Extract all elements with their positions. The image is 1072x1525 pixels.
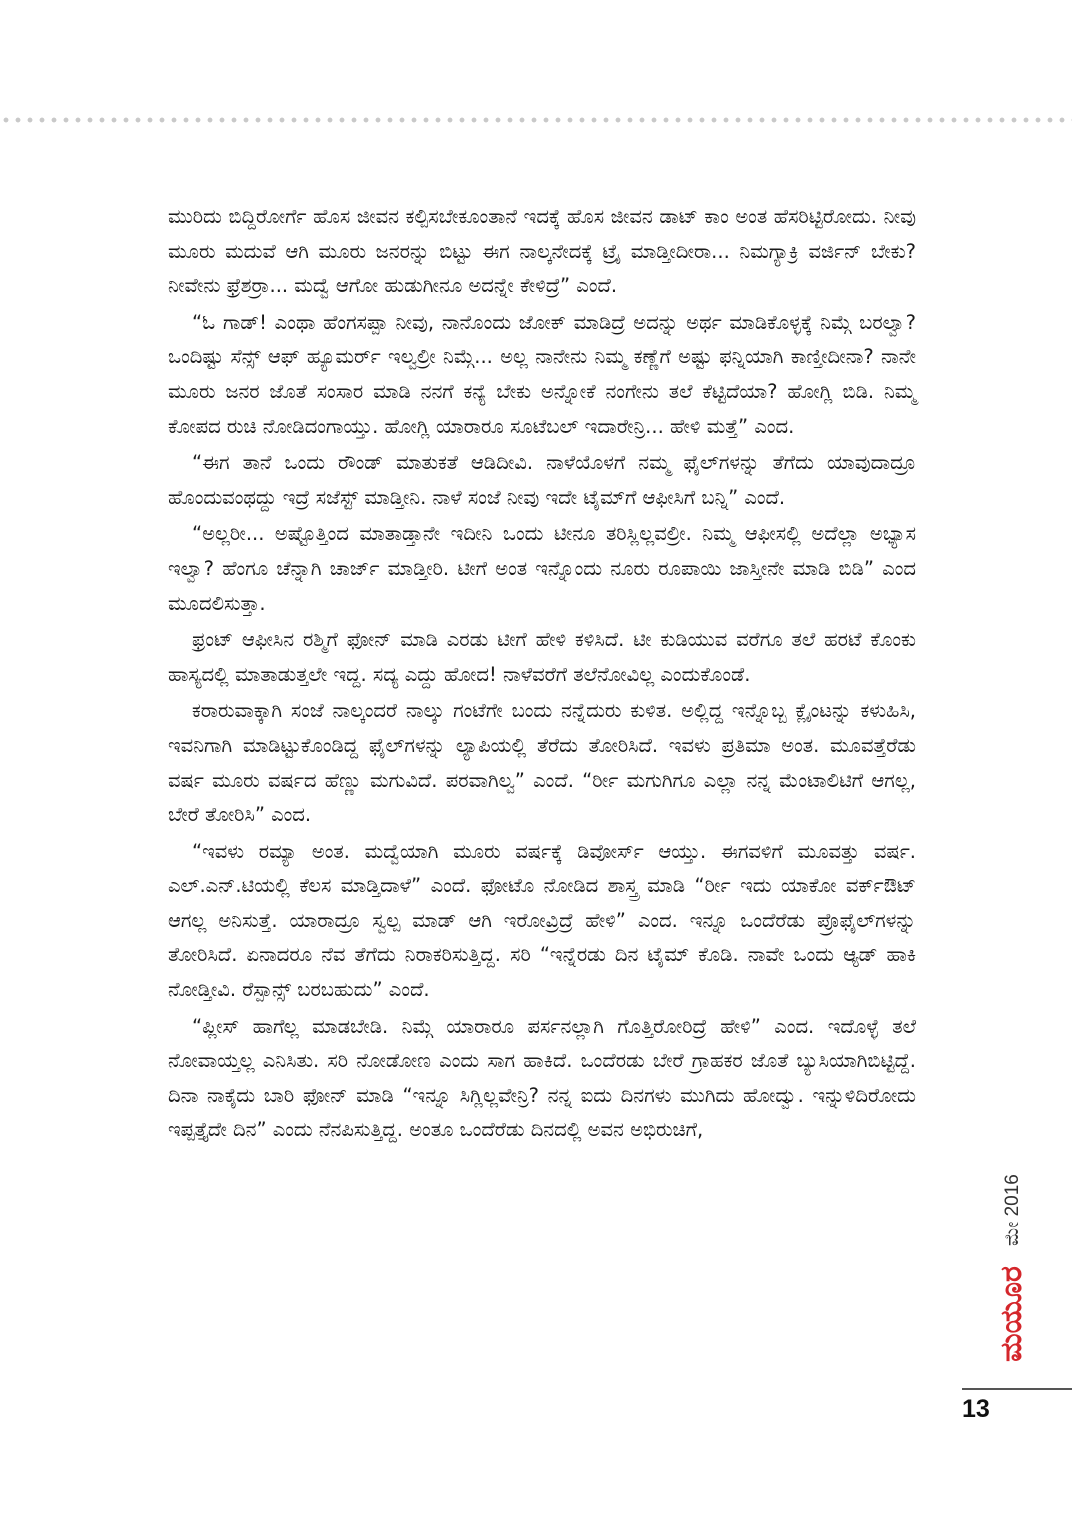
paragraph: “ಅಲ್ಲರೀ... ಅಷ್ಟೊತ್ತಿಂದ ಮಾತಾಡ್ತಾನೇ ಇದೀನಿ ಒಂದು ಟೀನೂ ತರಿಸ್ಲಿಲ್ಲವಲ್ರೀ. ನಿಮ್ಮ ಆಫೀಸಲ್ಲಿ ಅದೆಲ್ಲಾ ಅಭ್ಯಾಸ ಇಲ್ವಾ? ಹೆಂಗೂ ಚೆನ್ನಾಗಿ ಚಾರ್ಜ್ ಮಾಡ್ತೀರಿ. ಟೀಗೆ ಅಂತ ಇನ್ನೊಂದು ನೂರು ರೂಪಾಯಿ ಜಾಸ್ತೀನೇ ಮಾಡಿ ಬಿಡಿ” ಎಂದ ಮೂದಲಿಸುತ್ತಾ. xyxy=(168,522,916,615)
page-number-rule xyxy=(962,1388,1072,1390)
issue-date xyxy=(1000,1130,1026,1246)
paragraph: ಫ್ರಂಟ್ ಆಫೀಸಿನ ರಶ್ಮಿಗೆ ಫೋನ್ ಮಾಡಿ ಎರಡು ಟೀಗೆ ಹೇಳಿ ಕಳಿಸಿದೆ. ಟೀ ಕುಡಿಯುವ ವರೆಗೂ ತಲೆ ಹರಟೆ ಕೊಂಕು ಹಾಸ್ಯದಲ್ಲಿ ಮಾತಾಡುತ್ತಲೇ ಇದ್ದ. ಸದ್ಯ ಎದ್ದು ಹೋದ! ನಾಳೆವರೆಗೆ ತಲೆನೋವಿಲ್ಲ ಎಂದುಕೊಂಡೆ. xyxy=(168,628,916,686)
magazine-logo-text: ಮಯೂರ xyxy=(994,1266,1029,1362)
article-body xyxy=(168,200,916,1150)
top-dotted-border xyxy=(0,116,1072,124)
paragraph: ಕರಾರುವಾಕ್ಕಾಗಿ ಸಂಜೆ ನಾಲ್ಕಂದರೆ ನಾಲ್ಕು ಗಂಟೆಗೇ ಬಂದು ನನ್ನೆದುರು ಕುಳಿತ. ಅಲ್ಲಿದ್ದ ಇನ್ನೊಬ್ಬ ಕ್ಲೈಂಟನ್ನು ಕಳುಹಿಸಿ, ಇವನಿಗಾಗಿ ಮಾಡಿಟ್ಟುಕೊಂಡಿದ್ದ ಫೈಲ್‌ಗಳನ್ನು ಲ್ಯಾಪಿಯಲ್ಲಿ ತೆರೆದು ತೋರಿಸಿದೆ. ಇವಳು ಪ್ರತಿಮಾ ಅಂತ. ಮೂವತ್ತೆರೆಡು ವರ್ಷ ಮೂರು ವರ್ಷದ ಹೆಣ್ಣು ಮಗುವಿದೆ. ಪರವಾಗಿಲ್ವ” ಎಂದೆ. “ರ್ರೀ ಮಗುಗಿಗೂ ಎಲ್ಲಾ ನನ್ನ ಮೆಂಟಾಲಿಟಿಗೆ ಆಗಲ್ಲ, ಬೇರೆ ತೋರಿಸಿ” ಎಂದ. xyxy=(168,699,916,827)
paragraph: “ಪ್ಲೀಸ್ ಹಾಗೆಲ್ಲ ಮಾಡಬೇಡಿ. ನಿಮ್ಗೆ ಯಾರಾರೂ ಪರ್ಸನಲ್ಲಾಗಿ ಗೊತ್ತಿರೋರಿದ್ರೆ ಹೇಳಿ” ಎಂದ. ಇದೊಳ್ಳೆ ತಲೆ ನೋವಾಯ್ತಲ್ಲ ಎನಿಸಿತು. ಸರಿ ನೋಡೋಣ ಎಂದು ಸಾಗ ಹಾಕಿದೆ. ಒಂದೆರಡು ಬೇರೆ ಗ್ರಾಹಕರ ಜೊತೆ ಬ್ಯುಸಿಯಾಗಿಬಿಟ್ಟಿದ್ದೆ. ದಿನಾ ನಾಕೈದು ಬಾರಿ ಫೋನ್ ಮಾಡಿ “ಇನ್ನೂ ಸಿಗ್ಲಿಲ್ಲವೇನ್ರಿ? ನನ್ನ ಐದು ದಿನಗಳು ಮುಗಿದು ಹೋದ್ವು. ಇನ್ನುಳಿದಿರೋದು ಇಪ್ಪತ್ತೈದೇ ದಿನ” ಎಂದು ನೆನಪಿಸುತ್ತಿದ್ದ. ಅಂತೂ ಒಂದೆರೆಡು ದಿನದಲ್ಲಿ ಅವನ ಅಭಿರುಚಿಗೆ, xyxy=(168,1014,916,1142)
page-number: 13 xyxy=(962,1395,990,1423)
paragraph: “ಇವಳು ರಮ್ಯಾ ಅಂತ. ಮದ್ವೆಯಾಗಿ ಮೂರು ವರ್ಷಕ್ಕೆ ಡಿವೋರ್ಸ್ ಆಯ್ತು. ಈಗವಳಿಗೆ ಮೂವತ್ತು ವರ್ಷ. ಎಲ್.ಎನ್.ಟಿಯಲ್ಲಿ ಕೆಲಸ ಮಾಡ್ತಿದಾಳೆ” ಎಂದೆ. ಫೋಟೊ ನೋಡಿದ ಶಾಸ್ತ್ರ ಮಾಡಿ “ರ್ರೀ ಇದು ಯಾಕೋ ವರ್ಕ್‌ಔಟ್ ಆಗಲ್ಲ ಅನಿಸುತ್ತೆ. ಯಾರಾದ್ರೂ ಸ್ವಲ್ಪ ಮಾಡ್ ಆಗಿ ಇರೋವ್ರಿದ್ರೆ ಹೇಳಿ” ಎಂದ. ಇನ್ನೂ ಒಂದೆರೆಡು ಪ್ರೊಫೈಲ್‌ಗಳನ್ನು ತೋರಿಸಿದೆ. ಏನಾದರೂ ನೆವ ತೆಗೆದು ನಿರಾಕರಿಸುತ್ತಿದ್ದ. ಸರಿ “ಇನ್ನೆರಡು ದಿನ ಟೈಮ್ ಕೊಡಿ. ನಾವೇ ಒಂದು ಆ್ಯಡ್ ಹಾಕಿ ನೋಡ್ತೀವಿ. ರೆಸ್ಪಾನ್ಸ್ ಬರಬಹುದು” ಎಂದೆ. xyxy=(168,839,916,1002)
side-label xyxy=(944,1130,1028,1380)
paragraph: “ಈಗ ತಾನೆ ಒಂದು ರೌಂಡ್ ಮಾತುಕತೆ ಆಡಿದೀವಿ. ನಾಳೆಯೊಳಗೆ ನಮ್ಮ ಫೈಲ್‌ಗಳನ್ನು ತೆಗೆದು ಯಾವುದಾದ್ರೂ ಹೊಂದುವಂಥದ್ದು ಇದ್ರೆ ಸಜೆಸ್ಟ್ ಮಾಡ್ತೀನಿ. ನಾಳೆ ಸಂಜೆ ನೀವು ಇದೇ ಟೈಮ್‌ಗೆ ಆಫೀಸಿಗೆ ಬನ್ನಿ” ಎಂದೆ. xyxy=(168,451,916,509)
paragraph: “ಓ ಗಾಡ್! ಎಂಥಾ ಹೆಂಗಸಪ್ಪಾ ನೀವು, ನಾನೊಂದು ಜೋಕ್ ಮಾಡಿದ್ರೆ ಅದನ್ನು ಅರ್ಥ ಮಾಡಿಕೊಳ್ಳಕ್ಕೆ ನಿಮ್ಗೆ ಬರಲ್ವಾ? ಒಂದಿಷ್ಟು ಸೆನ್ಸ್ ಆಫ್ ಹ್ಯೂಮರ್ರ್ ಇಲ್ವಲ್ರೀ ನಿಮ್ಗೆ... ಅಲ್ಲ ನಾನೇನು ನಿಮ್ಮ ಕಣ್ಣೆಗೆ ಅಷ್ಟು ಫನ್ನಿಯಾಗಿ ಕಾಣ್ತೀದೀನಾ? ನಾನೇ ಮೂರು ಜನರ ಜೊತೆ ಸಂಸಾರ ಮಾಡಿ ನನಗೆ ಕನ್ಯೆ ಬೇಕು ಅನ್ನೋಕೆ ನಂಗೇನು ತಲೆ ಕೆಟ್ಟಿದೆಯಾ? ಹೋಗ್ಲಿ ಬಿಡಿ. ನಿಮ್ಮ ಕೋಪದ ರುಚಿ ನೋಡಿದಂಗಾಯ್ತು. ಹೋಗ್ಲಿ ಯಾರಾರೂ ಸೂಟೆಬಲ್ ಇದಾರೇನ್ರಿ... ಹೇಳಿ ಮತ್ತೆ” ಎಂದ. xyxy=(168,310,916,438)
paragraph: ಮುರಿದು ಬಿದ್ದಿರೋರ್ಗೆ ಹೊಸ ಜೀವನ ಕಲ್ಪಿಸಬೇಕೂಂತಾನೆ ಇದಕ್ಕೆ ಹೊಸ ಜೀವನ ಡಾಟ್ ಕಾಂ ಅಂತ ಹೆಸರಿಟ್ಟಿರೋದು. ನೀವು ಮೂರು ಮದುವೆ ಆಗಿ ಮೂರು ಜನರನ್ನು ಬಿಟ್ಟು ಈಗ ನಾಲ್ಕನೇದಕ್ಕೆ ಟ್ರೈ ಮಾಡ್ತೀದೀರಾ... ನಿಮಗ್ಯಾಕ್ರಿ ವರ್ಜಿನ್ ಬೇಕು? ನೀವೇನು ಫ್ರೆಶರ್ರಾ... ಮದ್ವೆ ಆಗೋ ಹುಡುಗೀನೂ ಅದನ್ನೇ ಕೇಳಿದ್ರೆ” ಎಂದೆ. xyxy=(168,205,916,298)
issue-date-text: ಮೇ 2016 xyxy=(1002,1174,1023,1246)
magazine-logo xyxy=(990,1254,1034,1374)
